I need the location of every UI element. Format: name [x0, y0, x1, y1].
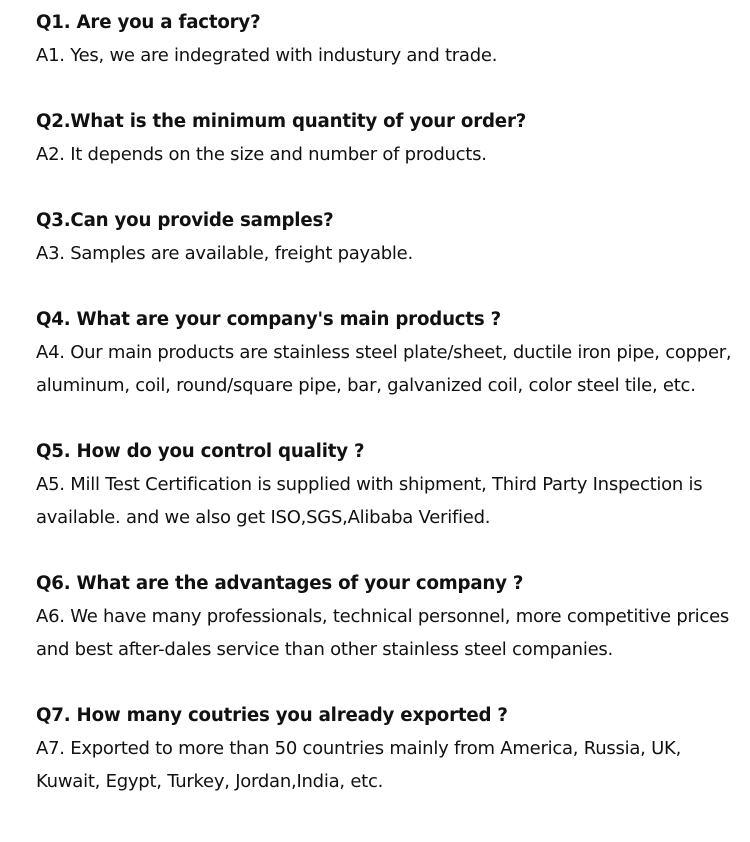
faq-question: Q2.What is the minimum quantity of your order?: [36, 111, 527, 132]
faq-item-5: [36, 435, 736, 534]
faq-answer: A7. Exported to more than 50 countries mainly from America, Russia, UK, Kuwait, Egypt, Turkey, Jordan,India, etc.: [36, 738, 682, 792]
faq-item-4: [36, 303, 736, 402]
faq-answer: A1. Yes, we are indegrated with industury and trade.: [36, 45, 498, 66]
faq-answer: A3. Samples are available, freight payable.: [36, 243, 413, 264]
faq-question: Q1. Are you a factory?: [36, 12, 261, 33]
faq-item-3: [36, 204, 736, 270]
faq-answer: A5. Mill Test Certification is supplied with shipment, Third Party Inspection is available. and we also get ISO,SGS,Alibaba Verified.: [36, 474, 703, 528]
faq-answer: A4. Our main products are stainless steel plate/sheet, ductile iron pipe, copper, aluminum, coil, round/square pipe, bar, galvanized coil, color steel tile, etc.: [36, 342, 732, 396]
faq-item-6: [36, 567, 736, 666]
faq-question: Q5. How do you control quality ?: [36, 441, 365, 462]
faq-list: [36, 6, 736, 831]
faq-item-2: [36, 105, 736, 171]
faq-answer: A6. We have many professionals, technical personnel, more competitive prices and best after-dales service than other stainless steel companies.: [36, 606, 730, 660]
faq-item-7: [36, 699, 736, 798]
faq-question: Q6. What are the advantages of your company ?: [36, 573, 524, 594]
faq-answer: A2. It depends on the size and number of products.: [36, 144, 487, 165]
faq-item-1: [36, 6, 736, 72]
faq-question: Q4. What are your company's main products ?: [36, 309, 501, 330]
faq-question: Q3.Can you provide samples?: [36, 210, 334, 231]
faq-question: Q7. How many coutries you already exported ?: [36, 705, 508, 726]
